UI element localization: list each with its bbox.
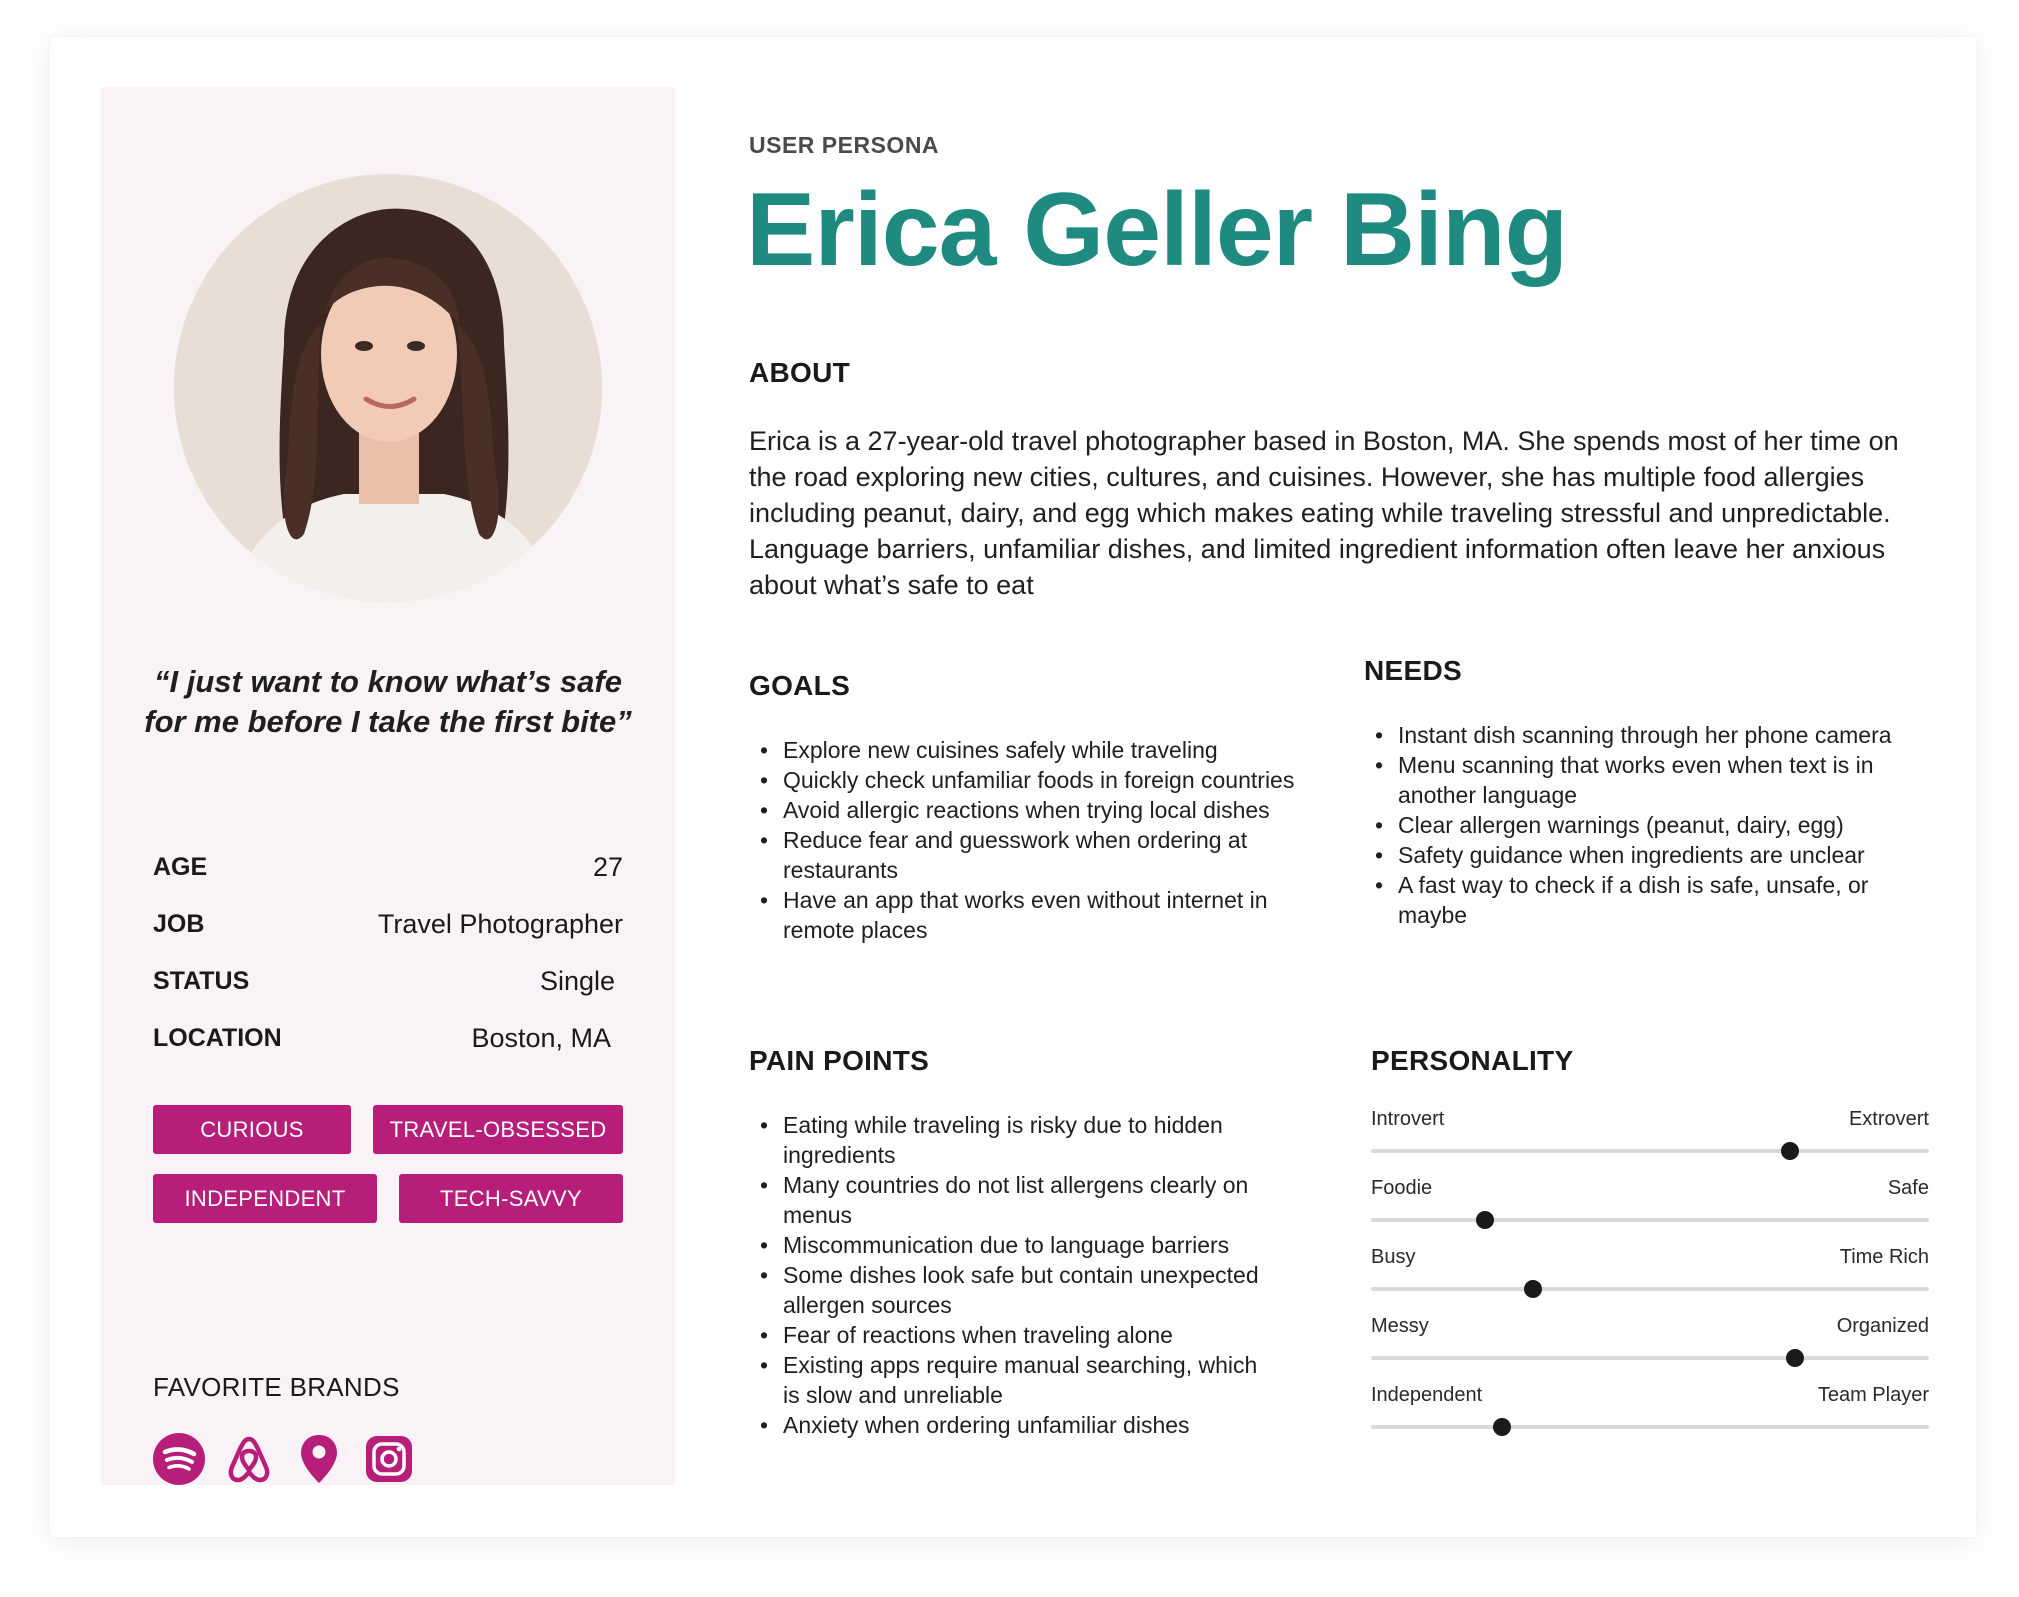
slider-left-label: Busy [1371,1246,1416,1268]
slider-right-label: Time Rich [1839,1246,1929,1268]
fact-label: LOCATION [153,1024,282,1052]
location-pin-icon [293,1432,345,1486]
portrait-illustration [174,174,602,602]
brand-icons [153,1432,415,1486]
needs-list [1364,720,1904,930]
fact-value: Single [539,966,615,996]
slider-track [1371,1149,1929,1153]
spotify-icon [153,1432,205,1486]
tag-independent: INDEPENDENT [153,1174,377,1223]
slider-right-label: Organized [1836,1315,1929,1337]
personality-sliders [1371,1108,1929,1453]
list-item: • Eating while traveling is risky due to hidden ingredients [749,1110,1269,1170]
slider-thumb [1476,1211,1494,1229]
slider-track [1371,1356,1929,1360]
personality-slider [1371,1384,1929,1453]
slider-left-label: Messy [1371,1315,1429,1337]
fact-value: Travel Photographer [377,909,623,939]
list-item: • Have an app that works even without internet in remote places [749,885,1309,945]
slider-left-label: Independent [1371,1384,1483,1406]
goals-title: GOALS [749,670,851,701]
pain-points-list [749,1110,1269,1440]
persona-name: Erica Geller Bing [746,172,1568,288]
slider-left-label: Foodie [1371,1177,1433,1199]
pain-points-title: PAIN POINTS [749,1045,930,1076]
profile-panel [101,87,675,1485]
slider-thumb [1493,1418,1511,1436]
list-item: • Reduce fear and guesswork when ordering at restaurants [749,825,1309,885]
fact-job [153,896,623,953]
list-item: • Menu scanning that works even when text is in another language [1364,750,1904,810]
personality-slider [1371,1246,1929,1315]
list-item: • Safety guidance when ingredients are unclear [1364,840,1904,870]
list-item: • Quickly check unfamiliar foods in foreign countries [749,765,1309,795]
personality-slider [1371,1315,1929,1384]
goals-list [749,735,1309,945]
profile-photo [174,174,602,602]
list-item: • Clear allergen warnings (peanut, dairy, egg) [1364,810,1904,840]
fact-label: AGE [153,853,208,881]
fact-value: Boston, MA [471,1023,611,1053]
list-item: • Avoid allergic reactions when trying local dishes [749,795,1309,825]
slider-thumb [1786,1349,1804,1367]
slider-left-label: Introvert [1371,1108,1445,1130]
instagram-icon [363,1432,415,1486]
fact-status [153,953,623,1010]
trait-tags [153,1105,623,1243]
list-item: • Miscommunication due to language barriers [749,1230,1269,1260]
slider-track [1371,1218,1929,1222]
personality-slider [1371,1108,1929,1177]
slider-right-label: Safe [1887,1177,1929,1199]
demographics [153,839,623,1067]
fact-label: STATUS [153,967,250,995]
slider-track [1371,1425,1929,1429]
slider-thumb [1524,1280,1542,1298]
list-item: • Explore new cuisines safely while traveling [749,735,1309,765]
personality-title: PERSONALITY [1371,1045,1574,1076]
about-text: Erica is a 27-year-old travel photographer based in Boston, MA. She spends most of her time on the road exploring new cities, cultures, and cuisines. However, she has multiple food allergies including peanut, dairy, and egg which makes eating while traveling stressful and unpredictable. Language barriers, unfamiliar dishes, and limited ingredient information often leave her anxious about what’s safe to eat [749,426,1899,600]
list-item: • A fast way to check if a dish is safe, unsafe, or maybe [1364,870,1904,930]
list-item: • Many countries do not list allergens clearly on menus [749,1170,1269,1230]
list-item: • Instant dish scanning through her phone camera [1364,720,1904,750]
persona-quote: “I just want to know what’s safe for me before I take the first bite” [144,664,632,739]
airbnb-icon [223,1432,275,1486]
fact-age [153,839,623,896]
tag-curious: CURIOUS [153,1105,351,1154]
tag-tech-savvy: TECH-SAVVY [399,1174,623,1223]
persona-eyebrow: USER PERSONA [749,132,940,158]
slider-right-label: Extrovert [1848,1108,1929,1130]
slider-track [1371,1287,1929,1291]
list-item: • Anxiety when ordering unfamiliar dishes [749,1410,1269,1440]
needs-title: NEEDS [1364,655,1462,686]
list-item: • Existing apps require manual searching, which is slow and unreliable [749,1350,1269,1410]
about-title: ABOUT [749,357,851,388]
list-item: • Fear of reactions when traveling alone [749,1320,1269,1350]
fact-location [153,1010,623,1067]
slider-right-label: Team Player [1817,1384,1929,1406]
slider-thumb [1781,1142,1799,1160]
fact-value: 27 [592,852,623,882]
list-item: • Some dishes look safe but contain unexpected allergen sources [749,1260,1269,1320]
tag-travel-obsessed: TRAVEL-OBSESSED [373,1105,623,1154]
fact-label: JOB [153,910,205,938]
personality-slider [1371,1177,1929,1246]
brands-title: FAVORITE BRANDS [153,1372,400,1402]
